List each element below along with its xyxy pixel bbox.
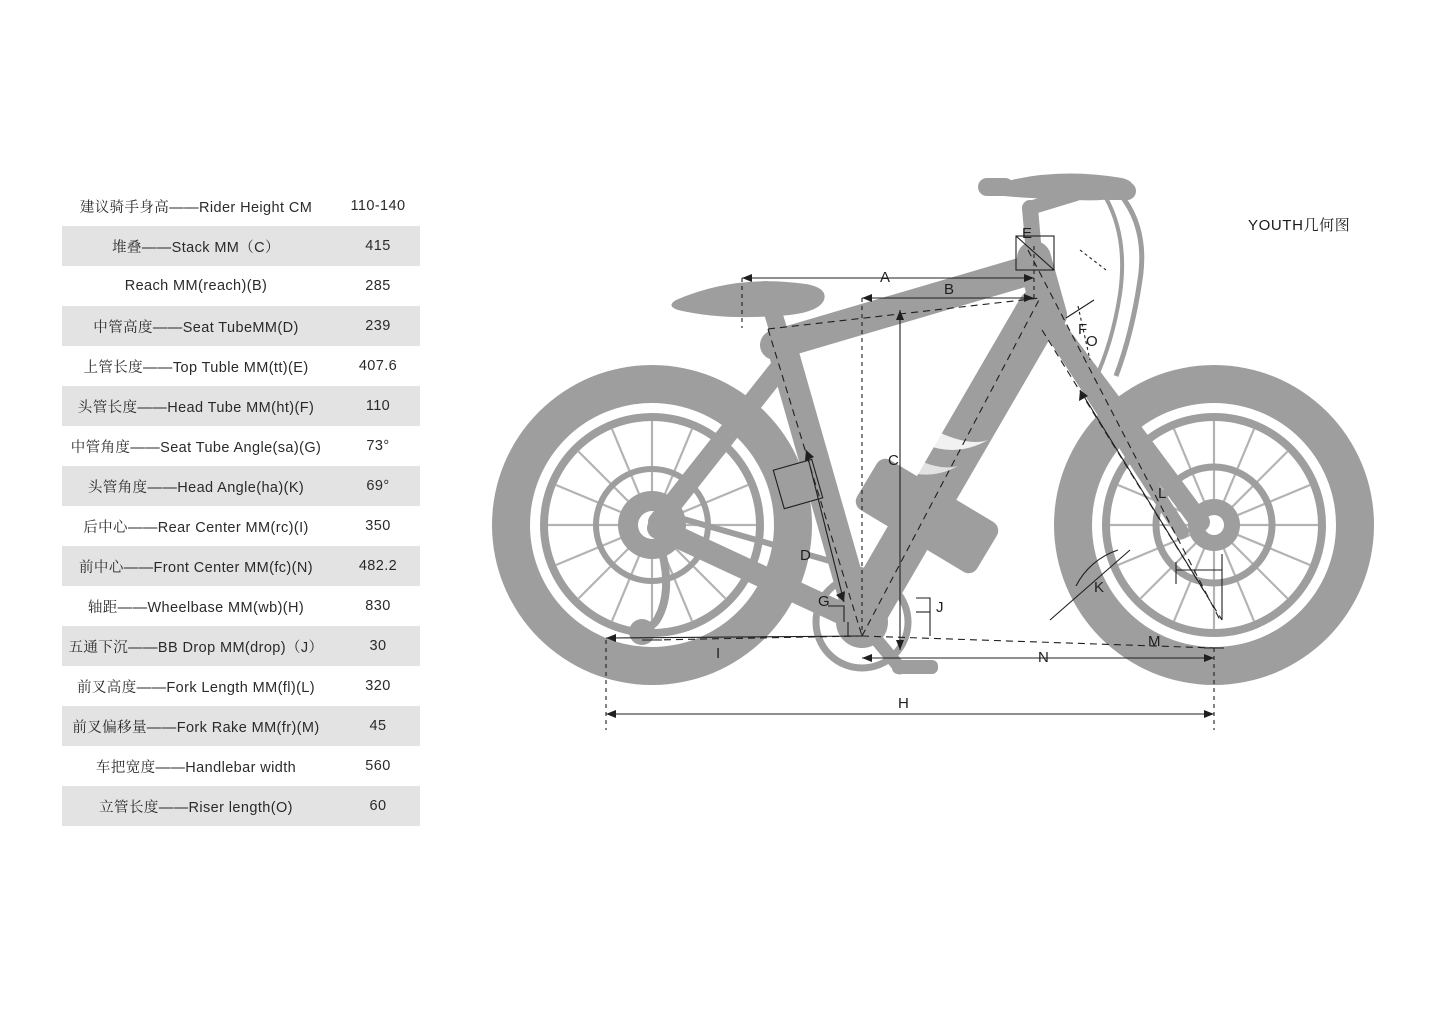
diagram-title: YOUTH几何图	[1248, 217, 1351, 234]
label-L: L	[1158, 485, 1167, 502]
bike-geometry-drawing	[430, 150, 1430, 790]
table-row	[62, 786, 420, 826]
spec-label: 前中心——Front Center MM(fc)(N)	[79, 559, 313, 576]
spec-value: 350	[365, 518, 391, 534]
table-row	[62, 706, 420, 746]
table-row	[62, 586, 420, 626]
label-O: O	[1086, 333, 1098, 350]
spec-value: 110-140	[350, 198, 406, 214]
table-row	[62, 546, 420, 586]
spec-label: 中管高度——Seat TubeMM(D)	[93, 319, 299, 336]
table-row	[62, 186, 420, 226]
label-C: C	[888, 452, 899, 469]
label-F: F	[1078, 321, 1088, 338]
spec-value: 560	[365, 758, 391, 774]
table-row	[62, 266, 420, 306]
label-A: A	[880, 269, 891, 286]
spec-value: 239	[365, 318, 391, 334]
table-row	[62, 506, 420, 546]
table-row	[62, 666, 420, 706]
spec-label: Reach MM(reach)(B)	[124, 278, 268, 294]
spec-label: 建议骑手身高——Rider Height CM	[79, 199, 313, 216]
spec-label: 中管角度——Seat Tube Angle(sa)(G)	[70, 439, 322, 456]
geometry-spec-table	[62, 186, 420, 826]
spec-value: 415	[365, 238, 391, 254]
table-row	[62, 386, 420, 426]
table-row	[62, 306, 420, 346]
dimension-J	[916, 598, 930, 636]
spec-value: 285	[365, 278, 391, 294]
spec-value: 407.6	[358, 358, 398, 374]
spec-value: 320	[365, 678, 391, 694]
table-row	[62, 226, 420, 266]
spec-value: 110	[365, 398, 391, 414]
spec-label: 堆叠——Stack MM（C）	[112, 239, 280, 256]
spec-label: 头管角度——Head Angle(ha)(K)	[87, 479, 305, 496]
table-row	[62, 346, 420, 386]
label-G: G	[818, 593, 830, 610]
label-H: H	[898, 695, 909, 712]
spec-label: 上管长度——Top Tuble MM(tt)(E)	[83, 359, 309, 376]
spec-label: 后中心——Rear Center MM(rc)(I)	[83, 519, 309, 536]
spec-label: 五通下沉——BB Drop MM(drop)（J）	[68, 639, 324, 656]
label-D: D	[800, 547, 811, 564]
table-row	[62, 746, 420, 786]
label-N: N	[1038, 649, 1049, 666]
spec-label: 轴距——Wheelbase MM(wb)(H)	[87, 599, 305, 616]
bicycle-silhouette	[492, 174, 1374, 686]
spec-value: 830	[365, 598, 391, 614]
label-K: K	[1094, 579, 1105, 596]
label-I: I	[716, 645, 721, 662]
spec-value: 45	[369, 718, 387, 734]
dimension-F	[1066, 250, 1106, 318]
spec-value: 60	[369, 798, 387, 814]
spec-value: 30	[369, 638, 387, 654]
label-B: B	[944, 281, 955, 298]
label-M: M	[1148, 633, 1161, 650]
spec-label: 前叉偏移量——Fork Rake MM(fr)(M)	[72, 719, 320, 736]
spec-label: 车把宽度——Handlebar width	[95, 759, 297, 776]
spec-label: 前叉高度——Fork Length MM(fl)(L)	[77, 679, 315, 696]
table-row	[62, 466, 420, 506]
label-E: E	[1022, 225, 1033, 242]
spec-value: 482.2	[358, 558, 398, 574]
label-J: J	[936, 599, 944, 616]
spec-value: 73°	[366, 438, 390, 454]
spec-label: 头管长度——Head Tube MM(ht)(F)	[77, 399, 315, 416]
table-row	[62, 426, 420, 466]
table-row	[62, 626, 420, 666]
spec-value: 69°	[366, 478, 390, 494]
spec-label: 立管长度——Riser length(O)	[99, 799, 293, 816]
